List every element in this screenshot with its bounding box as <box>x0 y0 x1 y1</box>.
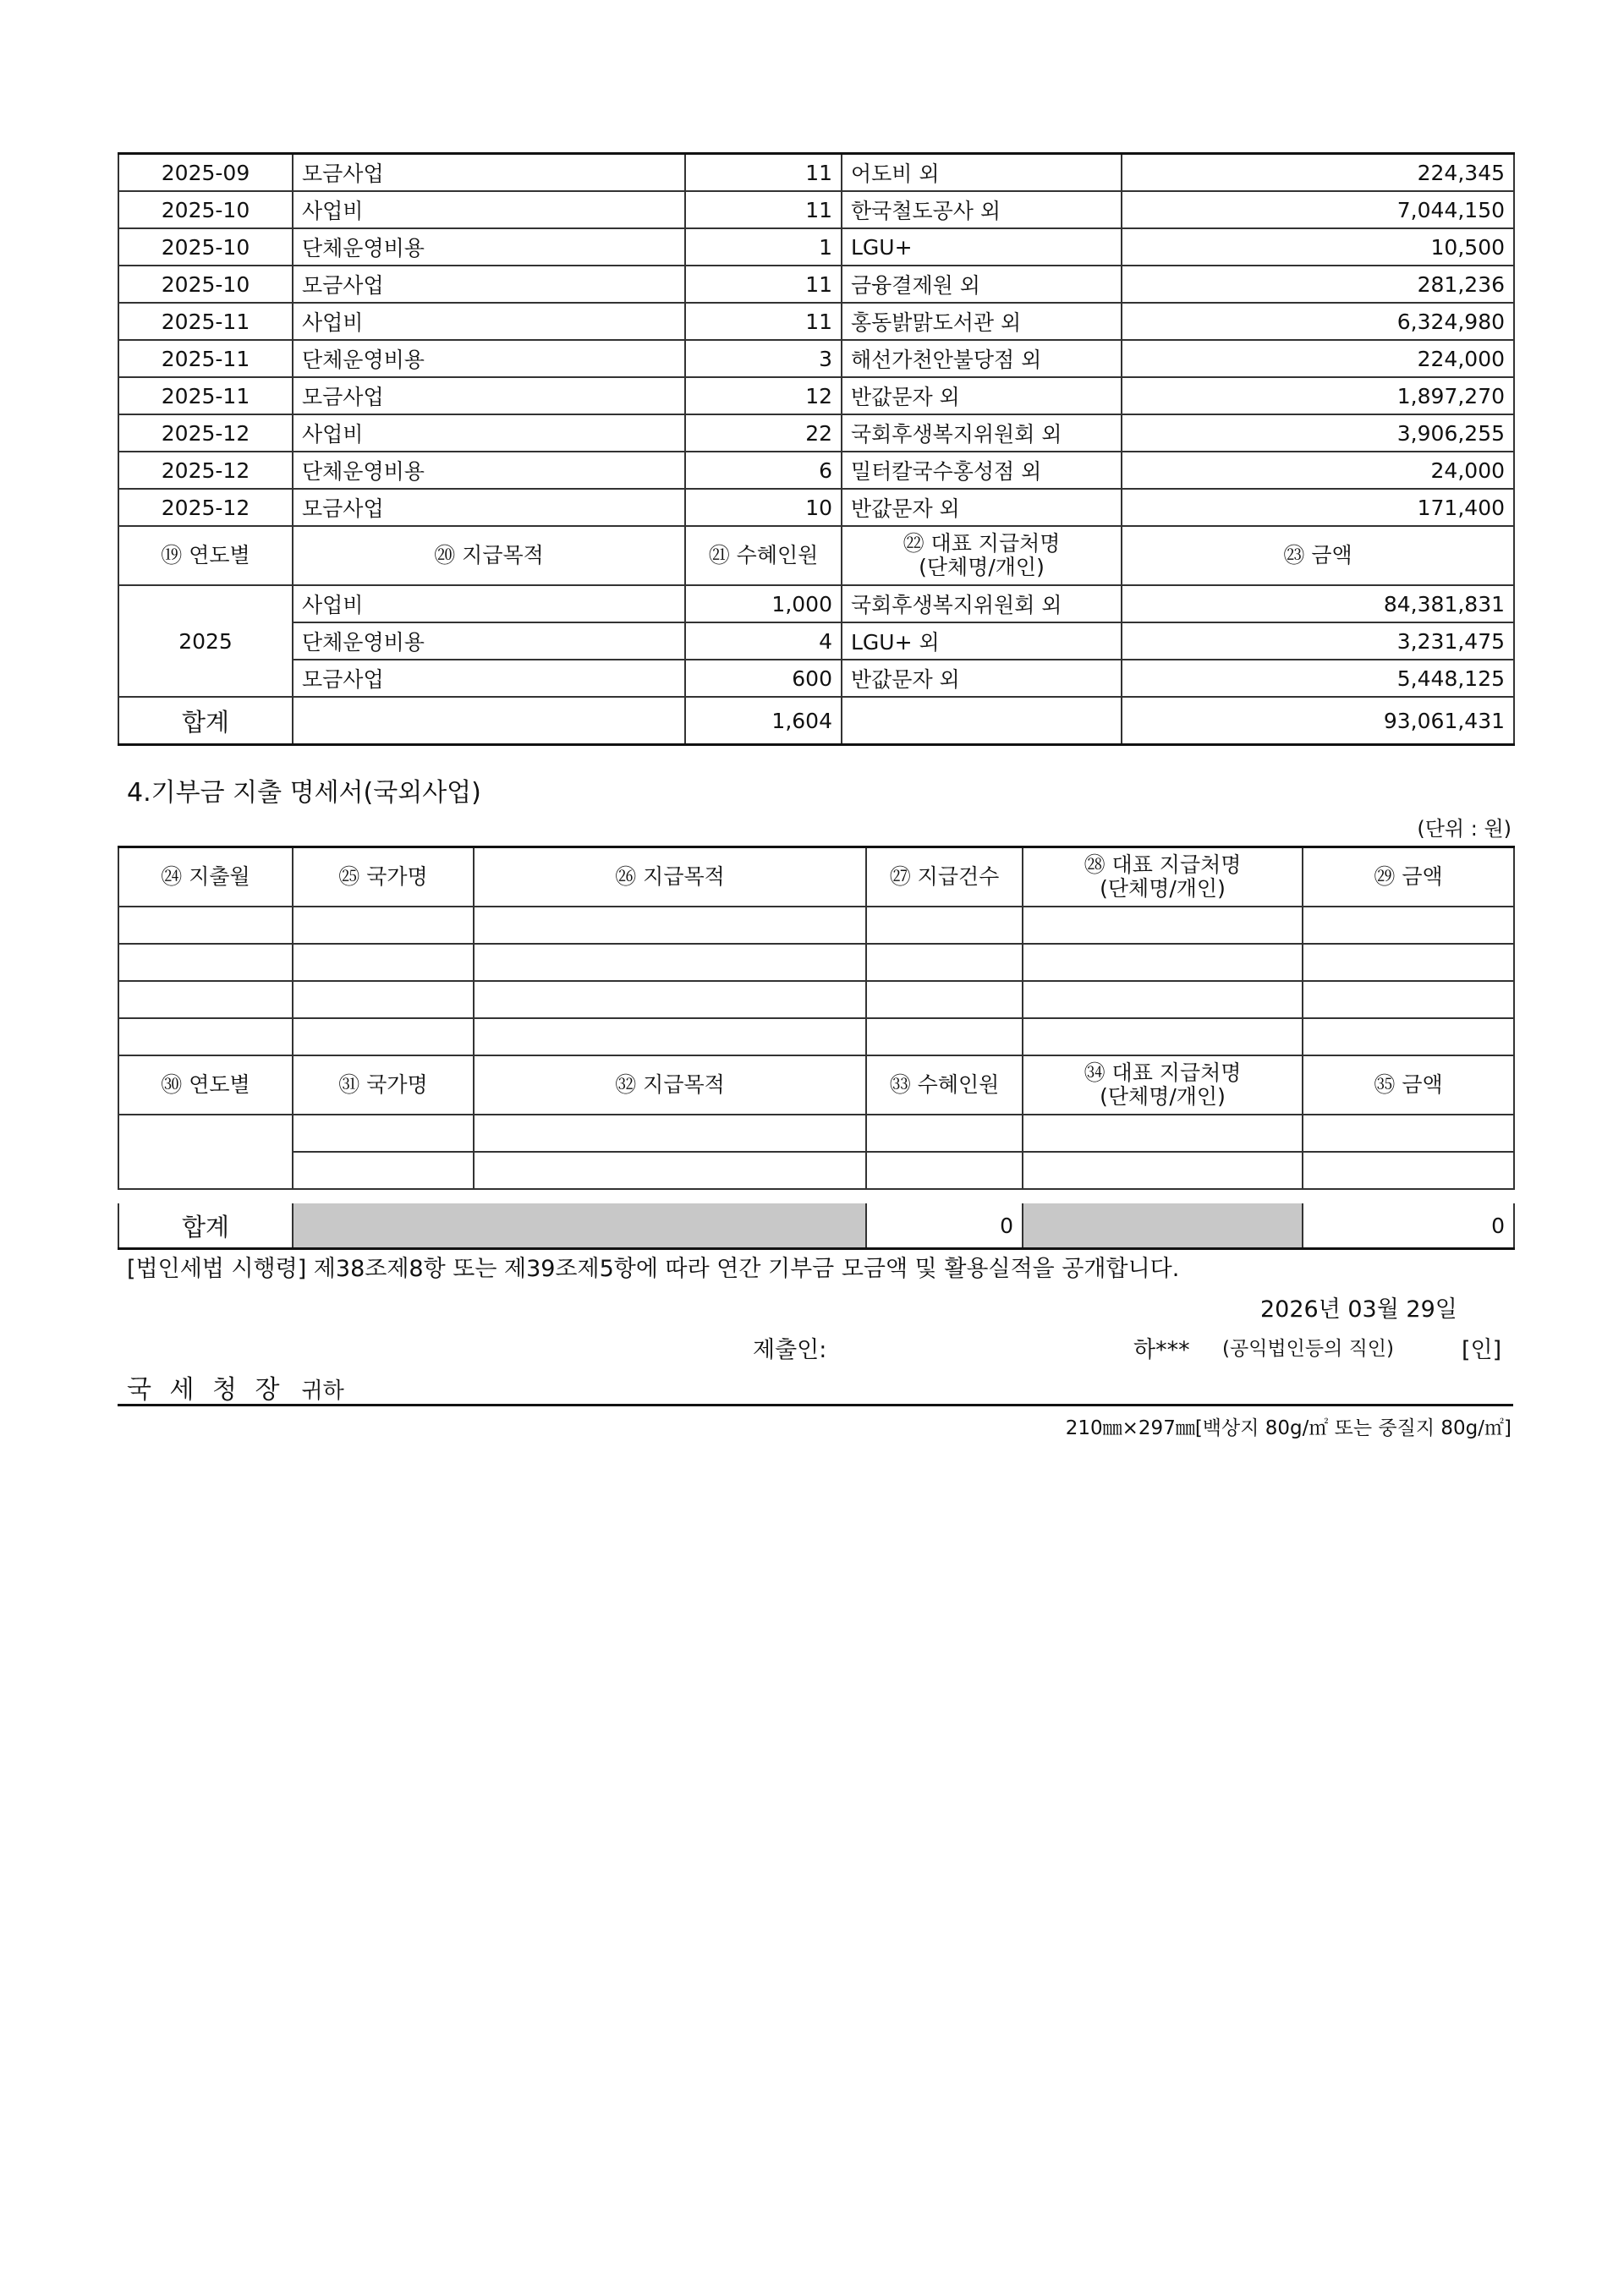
addressee-name: 국 세 청 장 <box>127 1375 285 1405</box>
header-payee-line1: ㉞ 대표 지급처명 <box>1084 1060 1242 1085</box>
table-row <box>118 585 1514 622</box>
header-payee <box>1023 847 1303 907</box>
legal-note: [법인세법 시행령] 제38조제8항 또는 제39조제5항에 따라 연간 기부금 모금액 및 활용실적을 공개합니다. <box>127 1256 1180 1282</box>
count-cell: 11 <box>685 191 842 228</box>
count-cell: 6 <box>685 452 842 489</box>
table-row <box>118 660 1514 697</box>
empty-row <box>118 1018 1514 1055</box>
payee-cell: 어도비 외 <box>842 154 1122 192</box>
purpose-cell: 단체운영비용 <box>293 340 685 377</box>
month-cell: 2025-12 <box>118 414 293 452</box>
purpose-cell: 단체운영비용 <box>293 452 685 489</box>
purpose-cell: 단체운영비용 <box>293 228 685 266</box>
table-row <box>118 228 1514 266</box>
payee-cell: 금융결제원 외 <box>842 266 1122 303</box>
header-payee <box>842 526 1122 585</box>
purpose-cell: 단체운영비용 <box>293 622 685 660</box>
header-beneficiaries: ㉑ 수혜인원 <box>685 526 842 585</box>
table-row <box>118 377 1514 414</box>
empty-cell <box>842 697 1122 745</box>
purpose-cell: 모금사업 <box>293 660 685 697</box>
amount-cell: 7,044,150 <box>1122 191 1514 228</box>
table-row <box>118 191 1514 228</box>
amount-cell: 84,381,831 <box>1122 585 1514 622</box>
table-row <box>118 303 1514 340</box>
paper-spec: 210㎜×297㎜[백상지 80g/㎡ 또는 중질지 80g/㎡] <box>1065 1417 1512 1439</box>
month-cell: 2025-10 <box>118 228 293 266</box>
total-amount: 93,061,431 <box>1122 697 1514 745</box>
header-payee-line2: (단체명/개인) <box>1100 1084 1226 1109</box>
header-beneficiaries: ㉝ 수혜인원 <box>866 1055 1023 1115</box>
amount-cell: 281,236 <box>1122 266 1514 303</box>
section-title: 4.기부금 지출 명세서(국외사업) <box>127 778 481 808</box>
table-row <box>118 154 1514 192</box>
purpose-cell: 모금사업 <box>293 377 685 414</box>
purpose-cell: 사업비 <box>293 303 685 340</box>
amount-cell: 224,000 <box>1122 340 1514 377</box>
header-payee <box>1023 1055 1303 1115</box>
count-cell: 22 <box>685 414 842 452</box>
shaded-cell <box>293 1203 866 1249</box>
count-cell: 1 <box>685 228 842 266</box>
domestic-expenditure-table <box>118 152 1515 746</box>
total-row <box>118 697 1514 745</box>
count-cell: 11 <box>685 154 842 192</box>
count-cell: 11 <box>685 266 842 303</box>
beneficiaries-cell: 1,000 <box>685 585 842 622</box>
monthly-header-row <box>118 847 1514 907</box>
amount-cell: 3,906,255 <box>1122 414 1514 452</box>
submitter-label: 제출인: <box>753 1337 827 1363</box>
table-row <box>118 266 1514 303</box>
purpose-cell: 모금사업 <box>293 154 685 192</box>
payee-cell: 홍동밝맑도서관 외 <box>842 303 1122 340</box>
seal-mark: [인] <box>1462 1337 1502 1363</box>
count-cell: 10 <box>685 489 842 526</box>
amount-cell: 24,000 <box>1122 452 1514 489</box>
submitter-role: (공익법인등의 직인) <box>1222 1338 1395 1360</box>
payee-cell: 반값문자 외 <box>842 377 1122 414</box>
amount-cell: 224,345 <box>1122 154 1514 192</box>
payee-cell: 국회후생복지위원회 외 <box>842 414 1122 452</box>
month-cell: 2025-12 <box>118 452 293 489</box>
table-row <box>118 489 1514 526</box>
payee-cell: LGU+ <box>842 228 1122 266</box>
purpose-cell: 모금사업 <box>293 489 685 526</box>
header-payee-line2: (단체명/개인) <box>1100 876 1226 901</box>
table-row <box>118 340 1514 377</box>
addressee-suffix: 귀하 <box>301 1378 344 1404</box>
header-year: ⑲ 연도별 <box>118 526 293 585</box>
total-beneficiaries: 0 <box>866 1203 1023 1249</box>
amount-cell: 6,324,980 <box>1122 303 1514 340</box>
month-cell: 2025-11 <box>118 340 293 377</box>
empty-row <box>118 907 1514 944</box>
addressee <box>127 1368 344 1406</box>
amount-cell: 1,897,270 <box>1122 377 1514 414</box>
payee-cell: 밀터칼국수홍성점 외 <box>842 452 1122 489</box>
header-payee-line2: (단체명/개인) <box>919 555 1045 579</box>
purpose-cell: 사업비 <box>293 585 685 622</box>
amount-cell: 5,448,125 <box>1122 660 1514 697</box>
header-amount: ㉙ 금액 <box>1303 847 1514 907</box>
submitter-name: 하*** <box>1133 1337 1190 1363</box>
header-purpose: ㉖ 지급목적 <box>474 847 866 907</box>
count-cell: 3 <box>685 340 842 377</box>
table-row <box>118 452 1514 489</box>
overseas-total-table <box>118 1203 1515 1250</box>
submission-date: 2026년 03월 29일 <box>1260 1296 1457 1323</box>
payee-cell: LGU+ 외 <box>842 622 1122 660</box>
yearly-header-row <box>118 526 1514 585</box>
beneficiaries-cell: 600 <box>685 660 842 697</box>
payee-cell: 한국철도공사 외 <box>842 191 1122 228</box>
header-year: ㉚ 연도별 <box>118 1055 293 1115</box>
purpose-cell: 사업비 <box>293 191 685 228</box>
shaded-cell <box>1023 1203 1303 1249</box>
header-purpose: ㉜ 지급목적 <box>474 1055 866 1115</box>
total-label: 합계 <box>118 697 293 745</box>
header-payee-line1: ㉒ 대표 지급처명 <box>903 531 1061 556</box>
month-cell: 2025-10 <box>118 191 293 228</box>
divider <box>118 1404 1513 1406</box>
count-cell: 11 <box>685 303 842 340</box>
month-cell: 2025-11 <box>118 377 293 414</box>
month-cell: 2025-12 <box>118 489 293 526</box>
empty-row <box>118 1152 1514 1189</box>
payee-cell: 해선가천안불당점 외 <box>842 340 1122 377</box>
empty-cell <box>293 697 685 745</box>
table-row <box>118 414 1514 452</box>
purpose-cell: 사업비 <box>293 414 685 452</box>
month-cell: 2025-10 <box>118 266 293 303</box>
month-cell: 2025-11 <box>118 303 293 340</box>
purpose-cell: 모금사업 <box>293 266 685 303</box>
header-count: ㉗ 지급건수 <box>866 847 1023 907</box>
payee-cell: 반값문자 외 <box>842 489 1122 526</box>
count-cell: 12 <box>685 377 842 414</box>
header-country: ㉛ 국가명 <box>293 1055 474 1115</box>
table-row <box>118 622 1514 660</box>
header-month: ㉔ 지출월 <box>118 847 293 907</box>
payee-cell: 반값문자 외 <box>842 660 1122 697</box>
header-purpose: ⑳ 지급목적 <box>293 526 685 585</box>
amount-cell: 10,500 <box>1122 228 1514 266</box>
beneficiaries-cell: 4 <box>685 622 842 660</box>
total-amount: 0 <box>1303 1203 1514 1249</box>
empty-row <box>118 981 1514 1018</box>
header-country: ㉕ 국가명 <box>293 847 474 907</box>
amount-cell: 171,400 <box>1122 489 1514 526</box>
total-label: 합계 <box>118 1203 293 1249</box>
payee-cell: 국회후생복지위원회 외 <box>842 585 1122 622</box>
header-amount: ㉟ 금액 <box>1303 1055 1514 1115</box>
header-amount: ㉓ 금액 <box>1122 526 1514 585</box>
overseas-expenditure-table <box>118 846 1515 1190</box>
empty-row <box>118 1115 1514 1152</box>
total-row <box>118 1203 1514 1249</box>
year-cell: 2025 <box>118 585 293 697</box>
month-cell: 2025-09 <box>118 154 293 192</box>
unit-label: (단위 : 원) <box>1417 817 1512 841</box>
yearly-header-row <box>118 1055 1514 1115</box>
header-payee-line1: ㉘ 대표 지급처명 <box>1084 852 1242 877</box>
total-beneficiaries: 1,604 <box>685 697 842 745</box>
amount-cell: 3,231,475 <box>1122 622 1514 660</box>
empty-row <box>118 944 1514 981</box>
